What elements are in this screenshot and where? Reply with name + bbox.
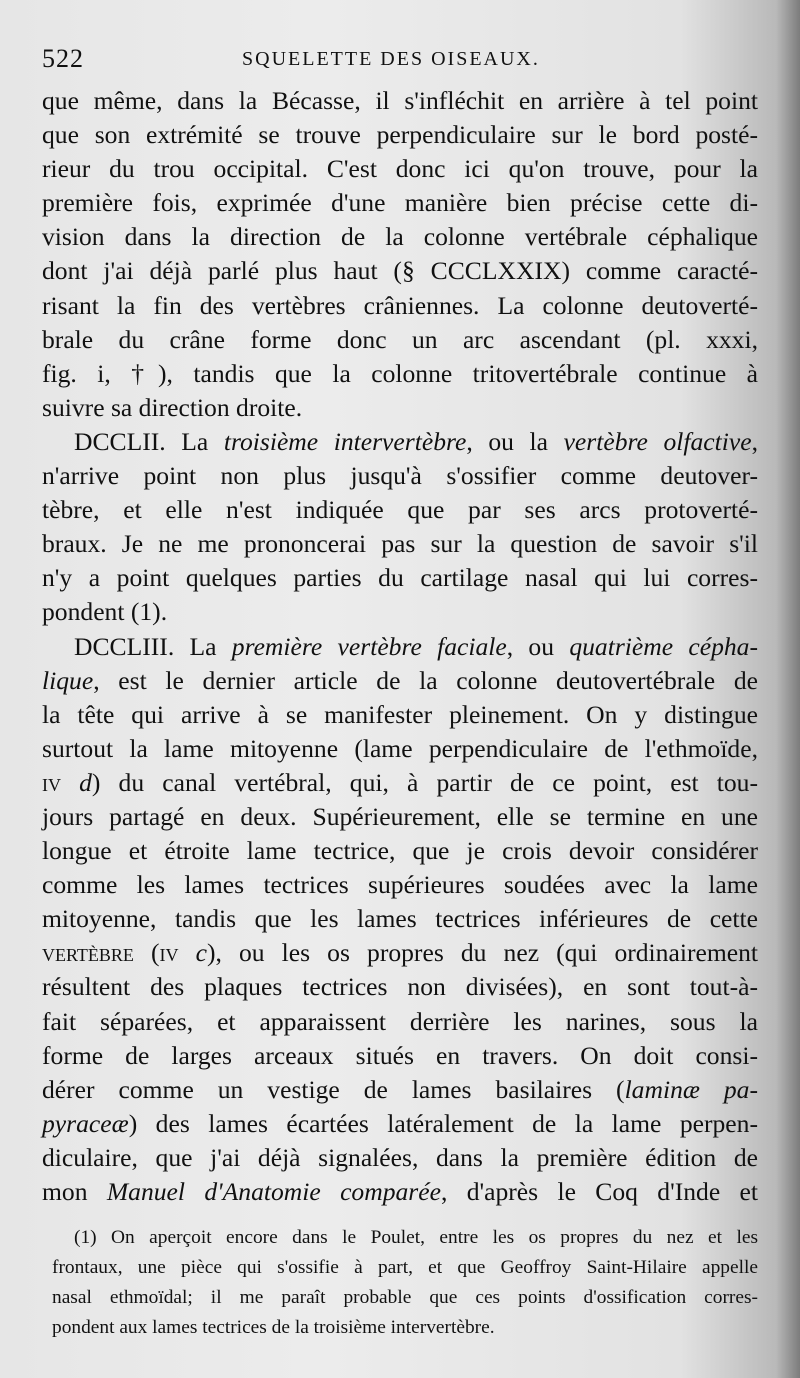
text-line: vision dans la direction de la colonne vertébrale céphalique (42, 222, 758, 252)
text-run: , est le dernier article de la colonne deutovertébrale de (93, 665, 758, 695)
footnotes (52, 1223, 758, 1343)
text-line: n'arrive point non plus jusqu'à s'ossifier comme deutover- (42, 461, 758, 491)
text-run: ) des lames écartées latéralement de la lame perpen- (128, 1108, 758, 1138)
text-line: fait séparées, et apparaissent derrière les narines, sous la (42, 1006, 758, 1036)
text-run: , ou la (466, 426, 564, 456)
text-line: résultent des plaques tectrices non divisées), en sont tout-à- (42, 972, 758, 1002)
section-number: DCCLIII. La (74, 631, 232, 661)
text-run: vertèbre (iv (42, 938, 196, 968)
italic-term: lique (42, 665, 94, 695)
text-line: comme les lames tectrices supérieures soudées avec la lame (42, 870, 758, 900)
running-head: SQUELETTE DES OISEAUX. (242, 48, 540, 70)
text-line: surtout la lame mitoyenne (lame perpendiculaire de l'ethmoïde, (42, 733, 758, 763)
text-line: suivre sa direction droite. (42, 392, 303, 422)
text-line: dont j'ai déjà parlé plus haut (§ CCCLXXIX) comme caracté- (42, 256, 758, 286)
text-line: n'y a point quelques parties du cartilage nasal qui lui corres- (42, 563, 758, 593)
text-run: , ou (506, 631, 570, 661)
text-line: que même, dans la Bécasse, il s'infléchit en arrière à tel point (42, 86, 758, 115)
text-line: fig. i, †), tandis que la colonne tritovertébrale continue à (42, 358, 758, 388)
figure-letter: c (195, 938, 207, 968)
text-run: dérer comme un vestige de lames basilaires ( (42, 1074, 625, 1104)
text-line: jours partagé en deux. Supérieurement, elle se termine en une (42, 801, 758, 831)
footnote-line: nasal ethmoïdal; il me paraît probable que ces points d'ossification corres- (52, 1287, 758, 1308)
page-number: 522 (42, 44, 84, 73)
italic-term: pyraceæ (42, 1108, 129, 1138)
text-line (42, 1073, 758, 1107)
paragraph-dcclii-start (42, 425, 758, 459)
text-line: forme de larges arceaux situés en travers. On doit consi- (42, 1040, 758, 1070)
text-line: mitoyenne, tandis que les lames tectrices inférieures de cette (42, 904, 758, 934)
text-line (42, 1107, 758, 1141)
text-line: rieur du trou occipital. C'est donc ici qu'on trouve, pour la (42, 154, 758, 184)
paragraph-dccliii-start (42, 630, 758, 664)
text-line: première fois, exprimée d'une manière bien précise cette di- (42, 188, 758, 218)
section-number: DCCLII. La (74, 426, 224, 456)
figure-letter: d (79, 767, 92, 797)
text-run: mon (42, 1177, 107, 1206)
text-run: ) du canal vertébral, qui, à partir de ce point, est tou- (91, 767, 758, 797)
text-line: longue et étroite lame tectrice, que je crois devoir considérer (42, 836, 758, 866)
text-line: la tête qui arrive à se manifester pleinement. On y distingue (42, 699, 758, 729)
text-run: ), ou les os propres du nez (qui ordinairement (206, 938, 758, 968)
italic-term: troisième intervertèbre (223, 426, 467, 456)
text-line: risant la fin des vertèbres crâniennes. La colonne deutoverté- (42, 290, 758, 320)
italic-term: première vertèbre faciale (231, 631, 507, 661)
text-line-footnote-ref: pondent (1). (42, 597, 168, 627)
text-line: brale du crâne forme donc un arc ascendant (pl. xxxi, (42, 324, 758, 354)
footnote-line: pondent aux lames tectrices de la troisième intervertèbre. (52, 1317, 495, 1338)
book-title: Manuel d'Anatomie comparée (106, 1177, 441, 1206)
footnote-line: frontaux, une pièce qui s'ossifie à part, et que Geoffroy Saint-Hilaire appelle (52, 1257, 758, 1278)
text-line (42, 1175, 758, 1209)
italic-term: vertèbre olfactive (563, 426, 752, 456)
text-line: que son extrémité se trouve perpendiculaire sur le bord posté- (42, 120, 758, 150)
text-line (42, 766, 758, 800)
italic-term: quatrième cépha- (569, 631, 758, 661)
footnote-line: (1) On aperçoit encore dans le Poulet, entre les os propres du nez et les (74, 1227, 758, 1248)
text-line: braux. Je ne me prononcerai pas sur la question de savoir s'il (42, 529, 758, 559)
page-header (42, 44, 758, 80)
text-run: , (751, 426, 758, 456)
body-text (42, 84, 758, 1209)
text-run: , d'après le Coq d'Inde et (440, 1177, 758, 1206)
text-line: diculaire, que j'ai déjà signalées, dans la première édition de (42, 1142, 758, 1172)
plate-ref: iv (42, 767, 80, 797)
italic-term: laminæ pa- (624, 1074, 758, 1104)
text-line (42, 664, 758, 698)
text-line: tèbre, et elle n'est indiquée que par ses arcs protoverté- (42, 495, 758, 525)
text-line (42, 936, 758, 970)
